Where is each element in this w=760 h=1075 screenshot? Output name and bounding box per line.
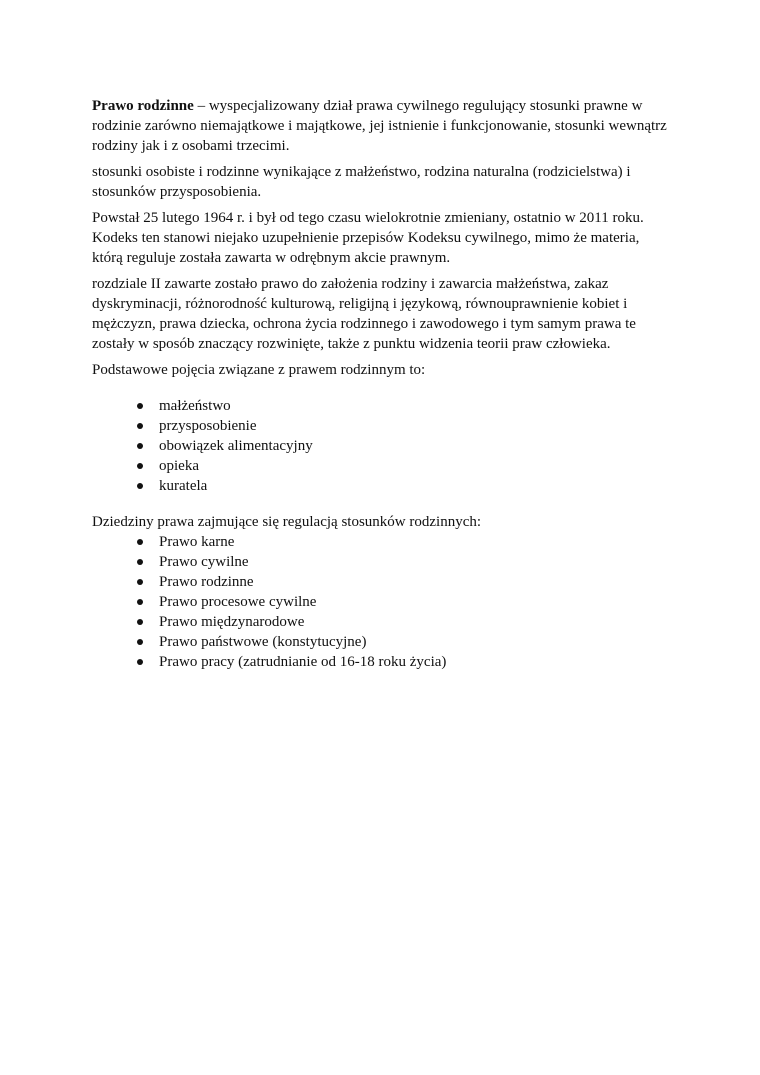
list-item: Prawo międzynarodowe — [92, 612, 672, 632]
fields-heading: Dziedziny prawa zajmujące się regulacją stosunków rodzinnych: — [92, 514, 482, 530]
relations-paragraph: stosunki osobiste i rodzinne wynikające z małżeństwo, rodzina naturalna (rodzicielstwa) i stosunków przysposobienia. — [92, 164, 631, 200]
list-item: kuratela — [92, 476, 672, 496]
list-item: małżeństwo — [92, 396, 672, 416]
fields-list — [92, 532, 672, 672]
chapter-paragraph: rozdziale II zawarte zostało prawo do założenia rodziny i zawarcia małżeństwa, zakaz dyskryminacji, różnorodność kulturową, religijną i językową, równouprawnienie kobiet i mężczyzn, prawa dziecka, ochrona życia rodzinnego i zawodowego i tym samym prawa te zostały w sposób znaczący rozwinięte, także z punktu widzenia teorii praw człowieka. — [92, 276, 636, 352]
concepts-heading: Podstawowe pojęcia związane z prawem rodzinnym to: — [92, 362, 426, 378]
list-item: obowiązek alimentacyjny — [92, 436, 672, 456]
list-item: Prawo rodzinne — [92, 572, 672, 592]
document-page — [92, 96, 672, 672]
list-item: opieka — [92, 456, 672, 476]
intro-text: – wyspecjalizowany dział prawa cywilnego regulujący stosunki prawne w rodzinie zarówno niemajątkowe i majątkowe, jej istnienie i funkcjonowanie, stosunki wewnątrz rodziny jak i z osobami trzecimi. — [92, 98, 667, 154]
list-item: Prawo cywilne — [92, 552, 672, 572]
intro-paragraph — [92, 96, 672, 156]
list-item: Prawo pracy (zatrudnianie od 16-18 roku życia) — [92, 652, 672, 672]
term-bold: Prawo rodzinne — [92, 98, 194, 114]
list-item: Prawo karne — [92, 532, 672, 552]
history-paragraph: Powstał 25 lutego 1964 r. i był od tego czasu wielokrotnie zmieniany, ostatnio w 2011 roku. Kodeks ten stanowi niejako uzupełnienie przepisów Kodeksu cywilnego, mimo że materia, którą reguluje została zawarta w odrębnym akcie prawnym. — [92, 210, 644, 266]
list-item: Prawo państwowe (konstytucyjne) — [92, 632, 672, 652]
concepts-list — [92, 396, 672, 496]
list-item: Prawo procesowe cywilne — [92, 592, 672, 612]
list-item: przysposobienie — [92, 416, 672, 436]
